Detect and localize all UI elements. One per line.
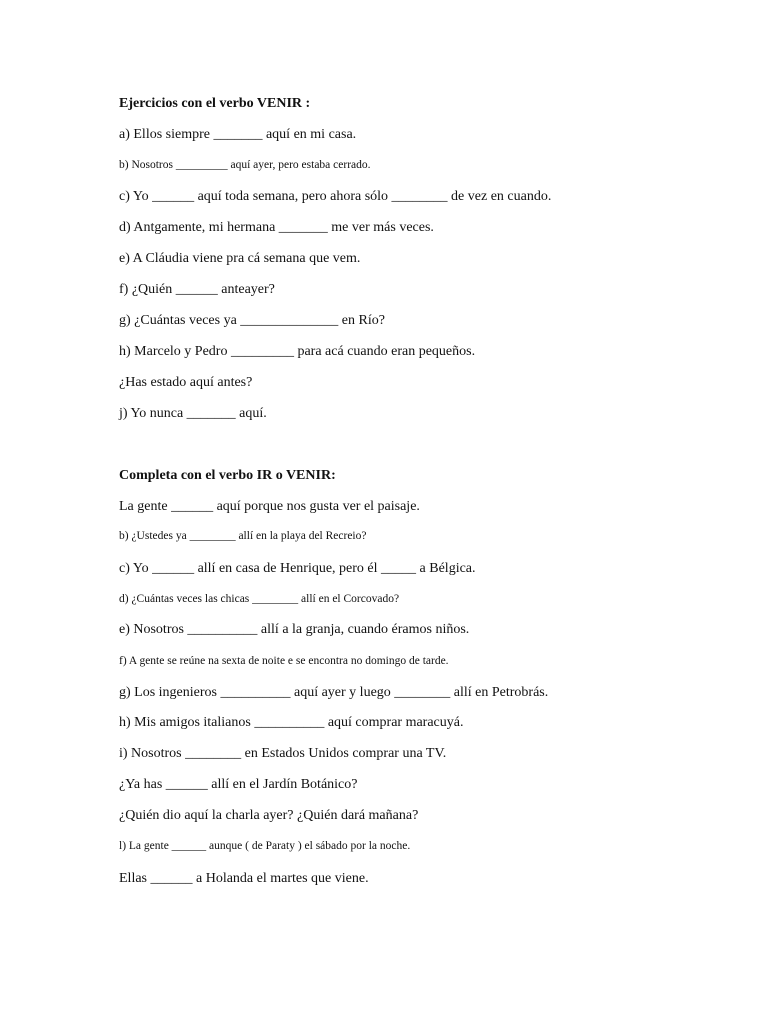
section1-item-g: g) ¿Cuántas veces ya ______________ en Río? — [119, 313, 385, 328]
section2-item-e: e) Nosotros __________ allí a la granja, cuando éramos niños. — [119, 622, 470, 637]
section1-item-e: e) A Cláudia viene pra cá semana que vem. — [119, 251, 361, 266]
section1-item-j: j) Yo nunca _______ aquí. — [119, 406, 267, 421]
section2-item-f: f) A gente se reúne na sexta de noite e se encontra no domingo de tarde. — [119, 655, 449, 667]
section2-item-d: d) ¿Cuántas veces las chicas ________ allí en el Corcovado? — [119, 593, 400, 605]
section2-item-k: ¿Quién dio aquí la charla ayer? ¿Quién dará mañana? — [119, 808, 419, 823]
section2-item-g: g) Los ingenieros __________ aquí ayer y luego ________ allí en Petrobrás. — [119, 685, 549, 700]
section2-item-m: Ellas ______ a Holanda el martes que viene. — [119, 871, 369, 886]
section1-title: Ejercicios con el verbo VENIR : — [119, 96, 311, 111]
section2-item-c: c) Yo ______ allí en casa de Henrique, pero él _____ a Bélgica. — [119, 561, 476, 576]
section2-item-h: h) Mis amigos italianos __________ aquí comprar maracuyá. — [119, 715, 464, 730]
section1-item-f: f) ¿Quién ______ anteayer? — [119, 282, 275, 297]
section1-item-i: ¿Has estado aquí antes? — [119, 375, 253, 390]
section1-item-a: a) Ellos siempre _______ aquí en mi casa. — [119, 127, 357, 142]
section2-item-j: ¿Ya has ______ allí en el Jardín Botánico? — [119, 777, 358, 792]
section1-item-d: d) Antgamente, mi hermana _______ me ver más veces. — [119, 220, 434, 235]
section1-item-c: c) Yo ______ aquí toda semana, pero ahora sólo ________ de vez en cuando. — [119, 189, 552, 204]
section1-item-b: b) Nosotros _________ aquí ayer, pero estaba cerrado. — [119, 159, 371, 171]
section2-item-l: l) La gente ______ aunque ( de Paraty ) el sábado por la noche. — [119, 840, 411, 852]
section2-title: Completa con el verbo IR o VENIR: — [119, 468, 336, 483]
section2-item-a: La gente ______ aquí porque nos gusta ver el paisaje. — [119, 499, 420, 514]
section2-item-b: b) ¿Ustedes ya ________ allí en la playa del Recreio? — [119, 530, 367, 542]
section2-item-i: i) Nosotros ________ en Estados Unidos comprar una TV. — [119, 746, 447, 761]
section1-item-h: h) Marcelo y Pedro _________ para acá cuando eran pequeños. — [119, 344, 476, 359]
